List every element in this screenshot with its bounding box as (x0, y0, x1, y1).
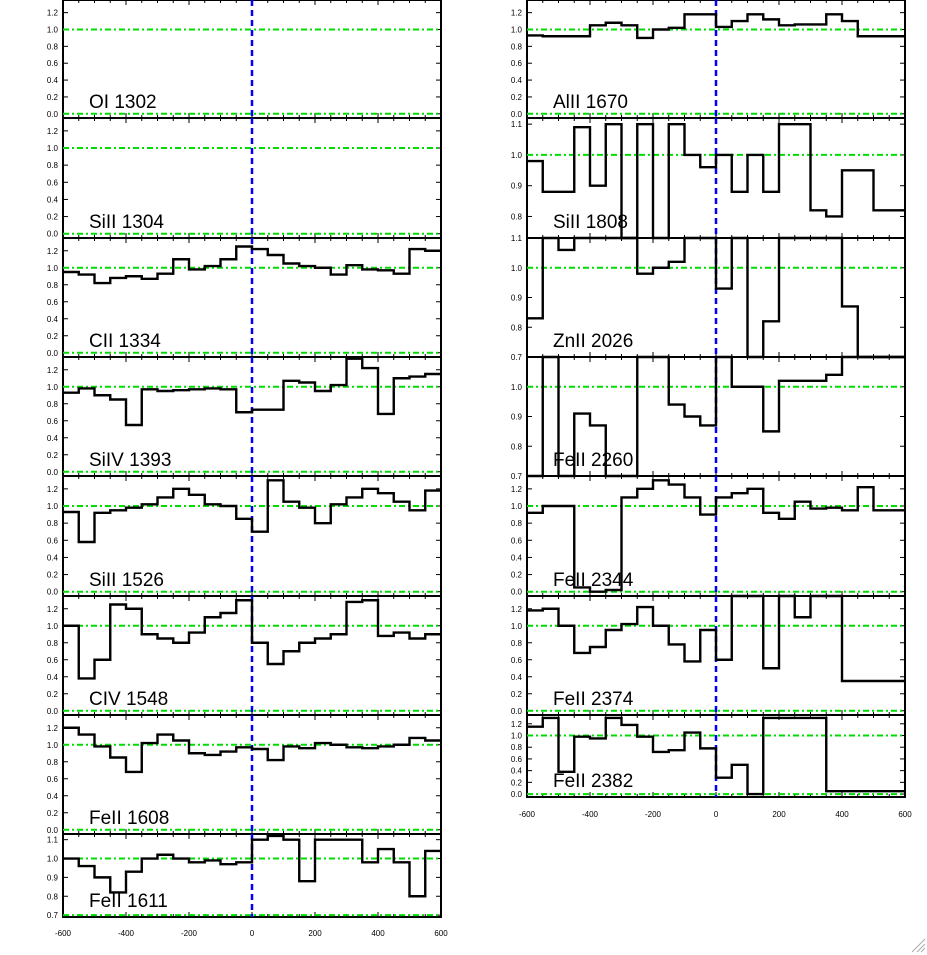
panel-15-ytick-label: 0.4 (510, 766, 522, 776)
panel-13-ytick-label: 0.2 (510, 570, 522, 580)
panel-7 (47, 715, 441, 835)
panel-14-ytick-label: 0.0 (510, 706, 522, 716)
x-tick-label: -600 (54, 929, 72, 938)
panel-1 (47, 0, 441, 119)
panel-4-ytick-label: 0.8 (46, 399, 58, 409)
x-tick-label: -400 (581, 810, 599, 819)
panel-7-ytick-label: 0.4 (46, 791, 58, 801)
panel-15-ytick-label: 1.0 (510, 731, 522, 741)
x-tick-label: -200 (644, 810, 662, 819)
panel-14-ytick-label: 0.8 (510, 638, 522, 648)
panel-3-ytick-label: 1.0 (46, 263, 58, 273)
panel-13-ytick-label: 0.4 (510, 553, 522, 563)
panel-4-ytick-label: 0.0 (46, 467, 58, 477)
x-axis-left-column (55, 929, 448, 938)
panel-label-feii-1608: FeII 1608 (89, 808, 170, 829)
panel-15-ytick-label: 1.2 (510, 719, 522, 729)
panel-label-cii-1334: CII 1334 (89, 331, 161, 352)
panel-6-ytick-label: 0.6 (46, 655, 58, 665)
x-tick-label: 600 (898, 810, 912, 819)
panel-1-ytick-label: 1.0 (46, 25, 58, 35)
panel-11-ytick-label: 0.8 (510, 323, 522, 333)
panel-8-ytick-label: 0.9 (46, 873, 58, 883)
panel-3-ytick-label: 1.2 (46, 246, 58, 256)
panel-3-ytick-label: 0.2 (46, 331, 58, 341)
panel-3 (47, 238, 441, 358)
panel-5-ytick-label: 1.2 (46, 484, 58, 494)
panel-3-ytick-label: 0.0 (46, 348, 58, 358)
panel-label-siii-1304: SiII 1304 (89, 212, 164, 233)
panel-14-ytick-label: 0.4 (510, 672, 522, 682)
panel-8-ytick-label: 0.8 (46, 892, 58, 902)
panel-2-ytick-label: 0.6 (46, 178, 58, 188)
panel-5-ytick-label: 0.4 (46, 553, 58, 563)
panel-label-siii-1526: SiII 1526 (89, 570, 164, 591)
panel-11-ytick-label: 0.9 (510, 293, 522, 303)
panel-15 (511, 715, 905, 799)
panel-group (47, 0, 905, 920)
panel-6-ytick-label: 0.8 (46, 638, 58, 648)
x-tick-label: -400 (117, 929, 135, 938)
panel-8-ytick-label: 1.1 (46, 835, 58, 845)
panel-5 (47, 476, 441, 597)
panel-8-ytick-label: 0.7 (46, 911, 58, 921)
panel-7-ytick-label: 0.6 (46, 774, 58, 784)
panel-2-ytick-label: 0.0 (46, 229, 58, 239)
panel-11-ytick-label: 0.7 (510, 353, 522, 362)
panel-1-ytick-label: 0.0 (46, 109, 58, 119)
panel-9-ytick-label: 0.2 (510, 92, 522, 102)
panel-15-ytick-label: 0.2 (510, 778, 522, 788)
panel-13-ytick-label: 0.8 (510, 519, 522, 529)
panel-14-ytick-label: 0.6 (510, 655, 522, 665)
panel-9-ytick-label: 1.2 (510, 8, 522, 18)
panel-2-ytick-label: 0.8 (46, 161, 58, 171)
panel-12-ytick-label: 0.7 (510, 472, 522, 481)
panel-label-feii-2344: FeII 2344 (553, 570, 634, 591)
x-tick-label: 0 (713, 810, 719, 819)
panel-4 (47, 357, 441, 477)
panel-2 (47, 118, 441, 239)
panel-7-ytick-label: 0.2 (46, 808, 58, 818)
panel-5-ytick-label: 0.8 (46, 519, 58, 529)
panel-9-ytick-label: 0.8 (510, 42, 522, 52)
panel-6-ytick-label: 0.2 (46, 689, 58, 699)
panel-8-ytick-label: 1.0 (46, 854, 58, 864)
panel-4-ytick-label: 1.0 (46, 382, 58, 392)
panel-3-ytick-label: 0.6 (46, 297, 58, 307)
panel-label-feii-1611: FeII 1611 (89, 891, 168, 912)
panel-6-ytick-label: 1.2 (46, 604, 58, 614)
panel-4-ytick-label: 0.6 (46, 416, 58, 426)
resize-grip-icon[interactable] (912, 939, 925, 952)
panel-5-ytick-label: 1.0 (46, 502, 58, 511)
panel-10 (511, 118, 905, 238)
panel-11-ytick-label: 1.0 (510, 263, 522, 273)
panel-4-ytick-label: 0.4 (46, 433, 58, 443)
panel-1-ytick-label: 0.8 (46, 42, 58, 52)
panel-9-ytick-label: 0.4 (510, 76, 522, 86)
panel-13-ytick-label: 1.2 (510, 484, 522, 494)
panel-1-ytick-label: 0.6 (46, 59, 58, 69)
panel-13 (511, 476, 905, 597)
panel-15-ytick-label: 0.0 (510, 790, 522, 800)
panel-9 (511, 0, 905, 119)
panel-10-ytick-label: 1.1 (510, 120, 522, 130)
panel-label-alii-1670: AlII 1670 (553, 92, 628, 113)
panel-9-ytick-label: 0.0 (510, 109, 522, 119)
panel-label-feii-2374: FeII 2374 (553, 689, 634, 710)
panel-2-ytick-label: 0.4 (46, 195, 58, 205)
panel-3-ytick-label: 0.8 (46, 280, 58, 290)
panel-label-znii-2026: ZnII 2026 (553, 331, 634, 352)
panel-11 (511, 234, 905, 362)
panel-9-ytick-label: 1.0 (510, 25, 522, 35)
panel-15-ytick-label: 0.6 (510, 754, 522, 764)
x-tick-label: -200 (180, 929, 198, 938)
panel-label-siii-1808: SiII 1808 (553, 212, 628, 233)
panel-2-ytick-label: 1.0 (46, 144, 58, 153)
panel-11-ytick-label: 1.1 (510, 234, 522, 243)
panel-15-ytick-label: 0.8 (510, 743, 522, 753)
panel-3-ytick-label: 0.4 (46, 314, 58, 324)
panel-5-ytick-label: 0.6 (46, 536, 58, 546)
panel-2-ytick-label: 0.2 (46, 212, 58, 222)
panel-label-feii-2382: FeII 2382 (553, 771, 634, 792)
x-tick-label: -600 (518, 810, 536, 819)
panel-10-ytick-label: 1.0 (510, 150, 522, 160)
x-axis-right-column (519, 810, 912, 819)
x-tick-label: 0 (249, 929, 255, 938)
panel-13-ytick-label: 0.6 (510, 536, 522, 546)
panel-label-feii-2260: FeII 2260 (553, 450, 634, 471)
panel-label-siiv-1393: SiIV 1393 (89, 450, 172, 471)
panel-1-ytick-label: 0.4 (46, 76, 58, 86)
panel-13-ytick-label: 1.0 (510, 502, 522, 511)
x-tick-label: 200 (308, 929, 322, 938)
panel-label-civ-1548: CIV 1548 (89, 689, 169, 710)
panel-12 (511, 357, 905, 481)
panel-8 (47, 834, 441, 920)
panel-4-ytick-label: 0.2 (46, 450, 58, 460)
panel-6-ytick-label: 1.0 (46, 621, 58, 631)
x-tick-label: 400 (371, 929, 385, 938)
panel-7-ytick-label: 0.8 (46, 757, 58, 767)
panel-14-ytick-label: 1.2 (510, 604, 522, 614)
panel-7-ytick-label: 1.0 (46, 740, 58, 750)
panel-5-ytick-label: 0.0 (46, 587, 58, 597)
panel-12-ytick-label: 0.8 (510, 442, 522, 452)
panel-label-oi-1302: OI 1302 (89, 92, 157, 113)
panel-10-ytick-label: 0.9 (510, 181, 522, 191)
panel-6-ytick-label: 0.4 (46, 672, 58, 682)
panel-14 (511, 596, 905, 716)
panel-7-ytick-label: 0.0 (46, 825, 58, 835)
panel-14-ytick-label: 1.0 (510, 621, 522, 631)
panel-13-ytick-label: 0.0 (510, 587, 522, 597)
panel-5-ytick-label: 0.2 (46, 570, 58, 580)
panel-7-ytick-label: 1.2 (46, 723, 58, 733)
panel-14-ytick-label: 0.2 (510, 689, 522, 699)
panel-6 (47, 596, 441, 716)
panel-9-ytick-label: 0.6 (510, 59, 522, 69)
panel-6-ytick-label: 0.0 (46, 706, 58, 716)
x-tick-label: 400 (835, 810, 849, 819)
panel-4-ytick-label: 1.2 (46, 365, 58, 375)
panel-12-ytick-label: 0.9 (510, 412, 522, 422)
x-tick-label: 200 (772, 810, 786, 819)
panel-12-ytick-label: 1.0 (510, 382, 522, 392)
panel-10-ytick-label: 0.8 (510, 212, 522, 222)
x-tick-label: 600 (434, 929, 448, 938)
panel-1-ytick-label: 1.2 (46, 8, 58, 18)
panel-1-ytick-label: 0.2 (46, 92, 58, 102)
panel-2-ytick-label: 1.2 (46, 126, 58, 136)
